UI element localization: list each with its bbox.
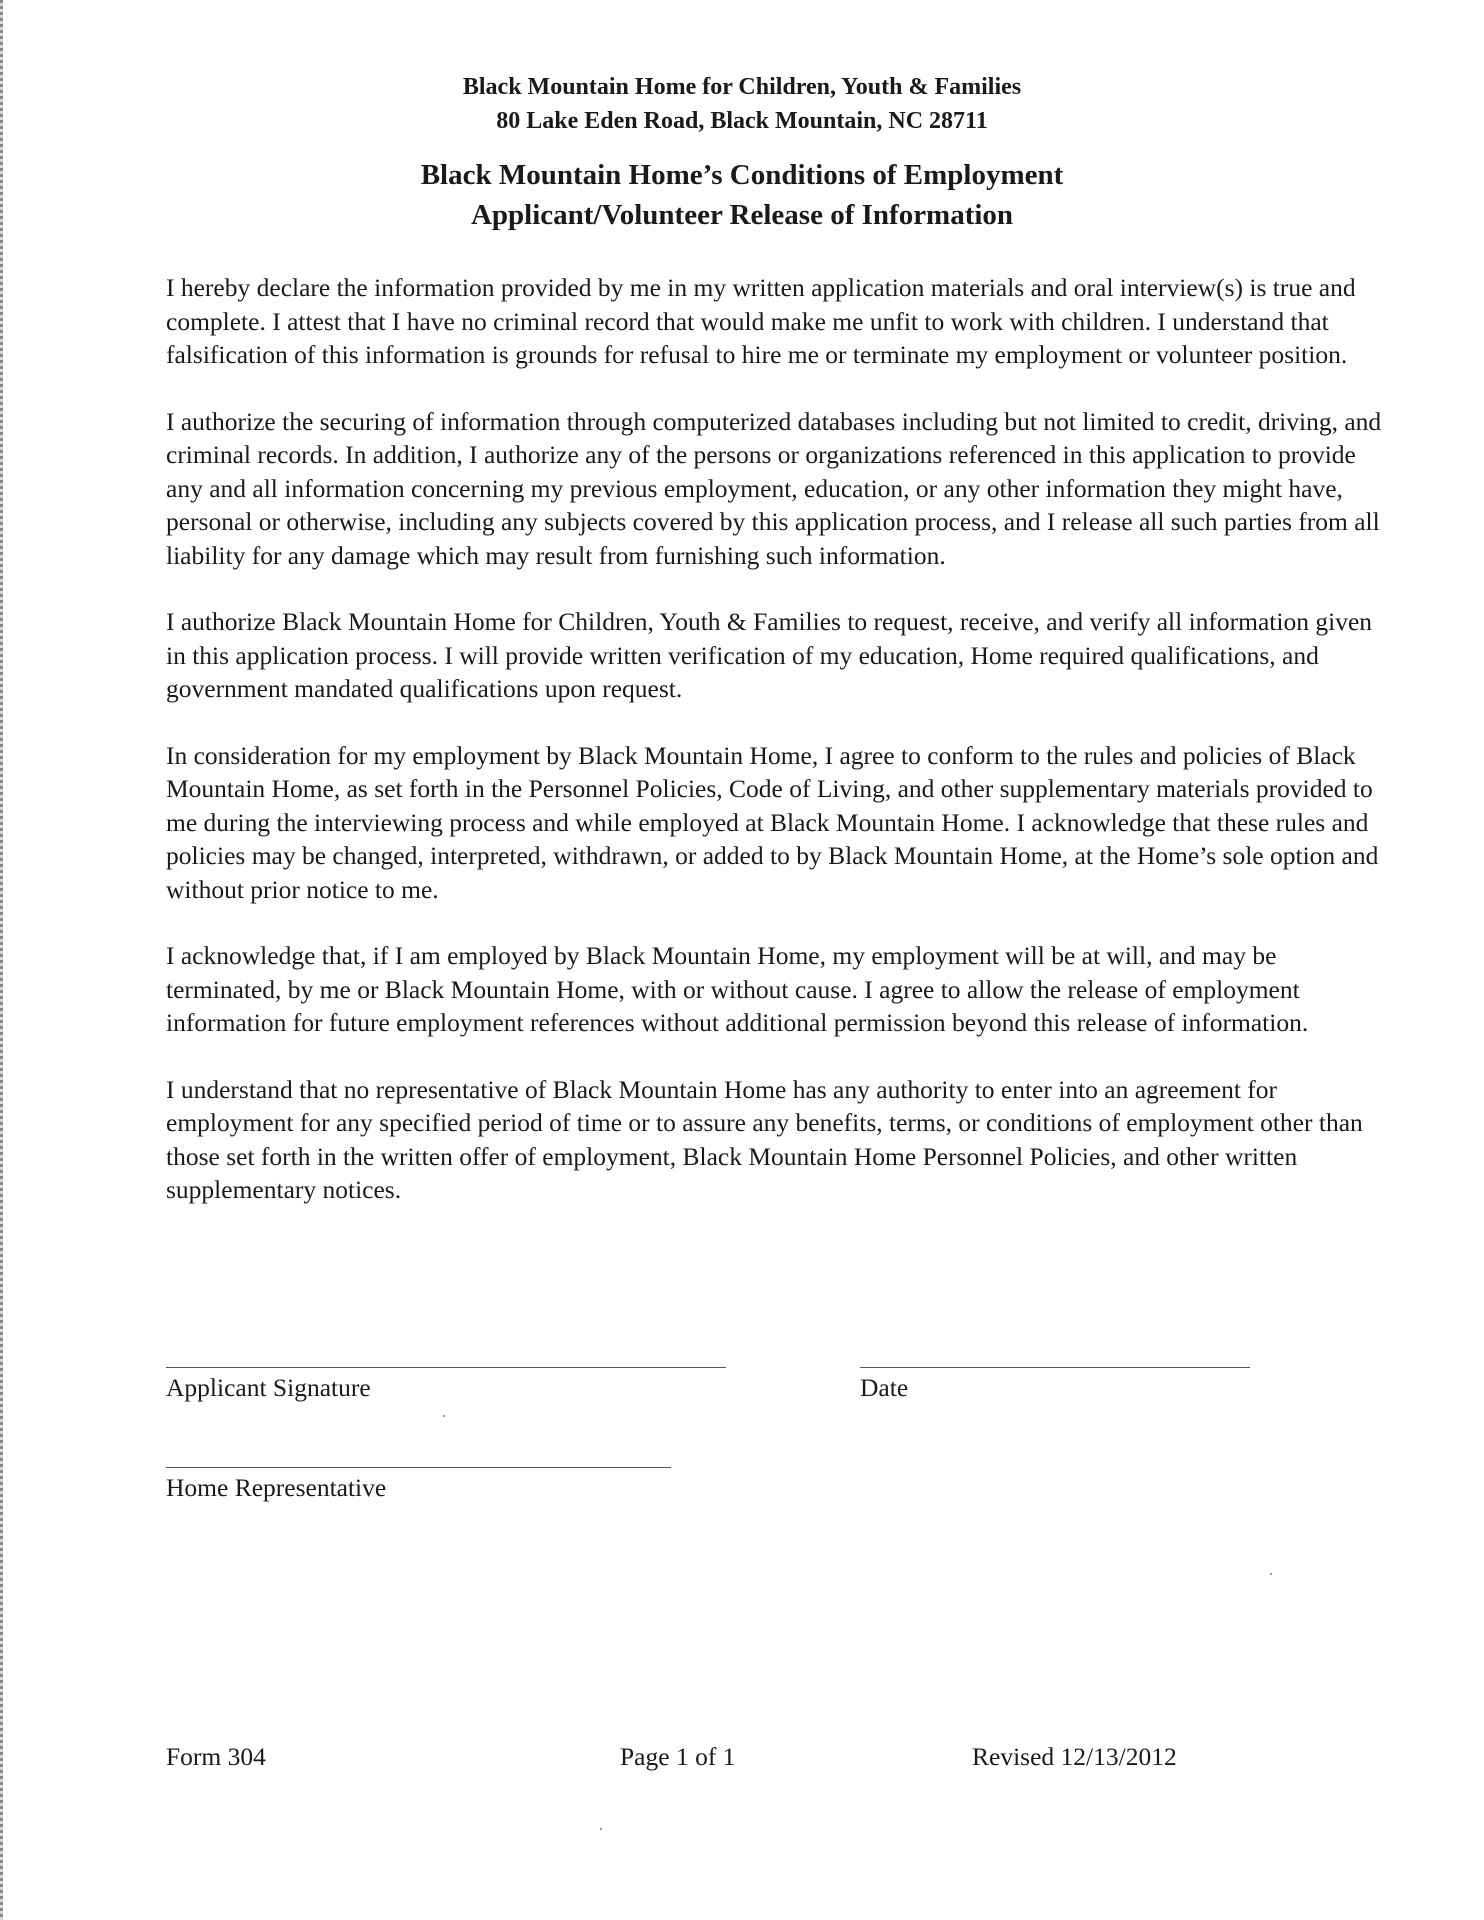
scan-speck [600, 1828, 602, 1830]
document-title-line-1: Black Mountain Home’s Conditions of Employment [420, 159, 1064, 191]
organization-header [0, 70, 1484, 138]
paragraph-policies: In consideration for my employment by Black Mountain Home, I agree to conform to the rules and policies of Black Mountain Home, as set forth in the Personnel Policies, Code of Living, and other supplementary materials provided to me during the interviewing process and while employed at Black Mountain Home. I acknowledge that these rules and policies may be changed, interpreted, withdrawn, or added to by Black Mountain Home, at the Home’s sole option and without prior notice to me. [166, 740, 1379, 904]
scan-speck [1270, 1573, 1272, 1575]
scan-edge-artifact [0, 0, 3, 1920]
organization-name: Black Mountain Home for Children, Youth & Families [462, 74, 1022, 100]
applicant-signature-label: Applicant Signature [166, 1373, 371, 1402]
document-body [166, 271, 1396, 1240]
date-line[interactable] [860, 1367, 1250, 1368]
document-title-line-2: Applicant/Volunteer Release of Information [470, 199, 1014, 231]
date-label: Date [860, 1373, 909, 1402]
form-number: Form 304 [166, 1742, 266, 1771]
paragraph-at-will: I acknowledge that, if I am employed by Black Mountain Home, my employment will be at will, and may be terminated, by me or Black Mountain Home, with or without cause. I agree to allow the release of employment information for future employment references without additional permission beyond this release of information. [166, 941, 1309, 1037]
scan-speck [443, 1415, 445, 1417]
paragraph-representative-authority: I understand that no representative of Black Mountain Home has any authority to enter into an agreement for employment for any specified period of time or to assure any benefits, terms, or conditions of employment other than those set forth in the written offer of employment, Black Mountain Home Personnel Policies, and other written supplementary notices. [166, 1074, 1363, 1204]
applicant-signature-line[interactable] [166, 1367, 726, 1368]
document-title [0, 155, 1484, 235]
paragraph-declaration: I hereby declare the information provided by me in my written application materials and oral interview(s) is true and complete. I attest that I have no criminal record that would make me unfit to work with children. I understand that falsification of this information is grounds for refusal to hire me or terminate my employment or volunteer position. [166, 273, 1356, 369]
revision-date: Revised 12/13/2012 [972, 1742, 1177, 1771]
organization-address: 80 Lake Eden Road, Black Mountain, NC 28711 [496, 108, 988, 134]
page-number: Page 1 of 1 [620, 1742, 736, 1771]
representative-signature-label: Home Representative [166, 1473, 387, 1502]
paragraph-database-authorization: I authorize the securing of information through computerized databases including but not limited to credit, driving, and criminal records. In addition, I authorize any of the persons or organizations referenced in this application to provide any and all information concerning my previous employment, education, or any other information they might have, personal or otherwise, including any subjects covered by this application process, and I release all such parties from all liability for any damage which may result from furnishing such information. [166, 406, 1382, 570]
representative-signature-line[interactable] [166, 1467, 671, 1468]
paragraph-verification: I authorize Black Mountain Home for Children, Youth & Families to request, receive, and verify all information given in this application process. I will provide written verification of my education, Home required qualifications, and government mandated qualifications upon request. [166, 607, 1373, 703]
